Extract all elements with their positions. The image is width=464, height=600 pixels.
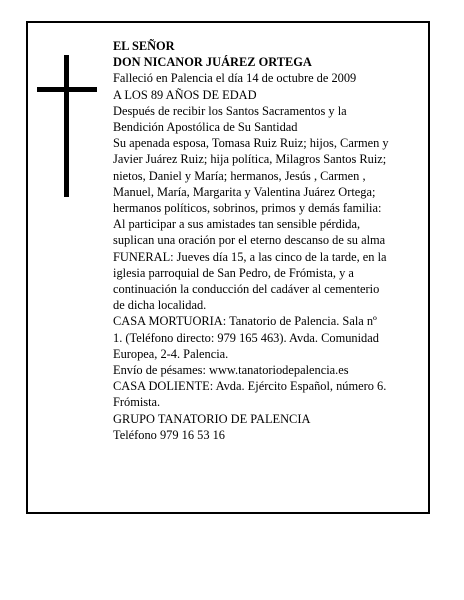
- latin-cross-icon: [37, 55, 97, 197]
- cross-vertical-bar: [64, 55, 69, 197]
- prayer-line: suplican una oración por el eterno descanso de su alma: [113, 233, 386, 248]
- mortuary-line: CASA MORTUORIA: Tanatorio de Palencia. Sala nº: [113, 314, 377, 329]
- funeral-line: FUNERAL: Jueves día 15, a las cinco de la tarde, en la: [113, 249, 387, 264]
- heading-title: EL SEÑOR: [113, 39, 175, 53]
- family-line: Su apenada esposa, Tomasa Ruiz Ruiz; hijos, Carmen y: [113, 136, 389, 151]
- deceased-name: DON NICANOR JUÁREZ ORTEGA: [113, 55, 312, 70]
- obituary-text: [113, 38, 419, 443]
- funeral-line: iglesia parroquial de San Pedro, de Frómista, y a: [113, 265, 354, 280]
- funeral-line: continuación la conducción del cadáver al cementerio: [113, 282, 380, 297]
- funeral-line: de dicha localidad.: [113, 298, 207, 313]
- family-home-line: CASA DOLIENTE: Avda. Ejército Español, número 6.: [113, 379, 387, 394]
- prayer-line: Al participar a sus amistades tan sensible pérdida,: [113, 217, 361, 232]
- family-line: nietos, Daniel y María; hermanos, Jesús , Carmen ,: [113, 168, 366, 183]
- family-line: Javier Juárez Ruiz; hija política, Milagros Santos Ruiz;: [113, 152, 387, 167]
- sacraments-line: Bendición Apostólica de Su Santidad: [113, 120, 298, 135]
- mortuary-line: 1. (Teléfono directo: 979 165 463). Avda. Comunidad: [113, 330, 379, 345]
- death-date-line: Falleció en Palencia el día 14 de octubre de 2009: [113, 71, 357, 86]
- sacraments-line: Después de recibir los Santos Sacramentos y la: [113, 103, 347, 118]
- mortuary-line: Europea, 2-4. Palencia.: [113, 346, 229, 361]
- family-home-line: Frómista.: [113, 395, 161, 410]
- company-phone: Teléfono 979 16 53 16: [113, 427, 226, 442]
- family-line: hermanos políticos, sobrinos, primos y demás familia:: [113, 201, 382, 216]
- condolences-line: Envío de pésames: www.tanatoriodepalencia.es: [113, 363, 349, 378]
- company-name: GRUPO TANATORIO DE PALENCIA: [113, 411, 311, 426]
- age-line: A LOS 89 AÑOS DE EDAD: [113, 87, 257, 102]
- cross-horizontal-bar: [37, 87, 97, 92]
- family-line: Manuel, María, Margarita y Valentina Juárez Ortega;: [113, 184, 376, 199]
